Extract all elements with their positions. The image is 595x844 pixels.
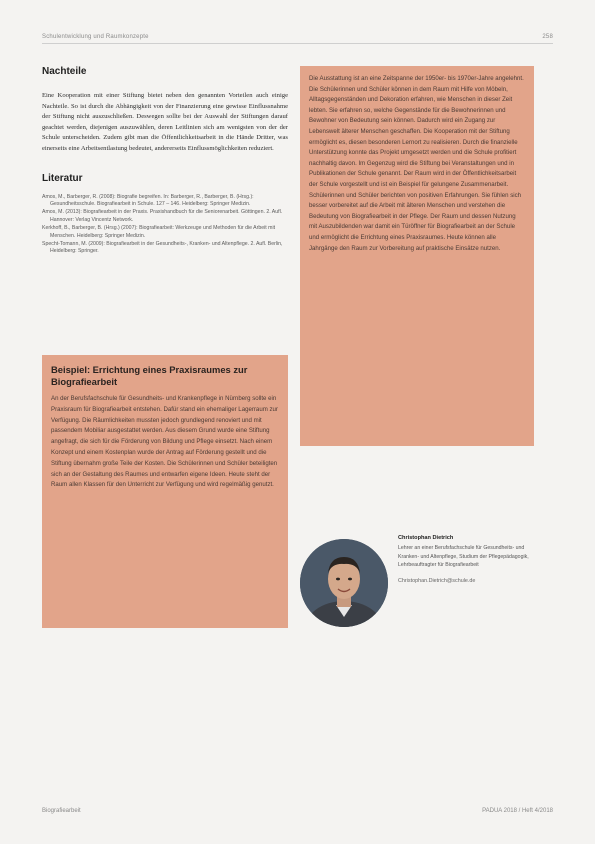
example-box-title: Beispiel: Errichtung eines Praxisraumes zur Biografiearbeit (51, 364, 248, 387)
author-info (398, 535, 536, 584)
page-number: 258 (542, 34, 553, 40)
author-portrait-icon (300, 539, 388, 627)
footer-right: PADUA 2018 / Heft 4/2018 (482, 808, 553, 814)
literatur-item: Amos, M., Barberger, R. (2008): Biografie begreifen. In: Barberger, R., Barberger, B. (Hrsg.): Gesundheitsschule. Biografiearbeit in Schule. 127 – 146. Heidelberg: Springer Medizin. (42, 193, 254, 207)
author-email[interactable]: Christophan.Dietrich@schule.de (398, 577, 476, 584)
running-head-section: Schulentwicklung und Raumkonzepte (42, 34, 149, 40)
continuation-box (300, 66, 534, 446)
literatur-heading: Literatur (42, 172, 83, 184)
running-head (42, 34, 553, 44)
author-profile (300, 535, 535, 635)
footer-left: Biografiearbeit (42, 808, 81, 814)
literatur-item: Specht-Tomann, M. (2009): Biografiearbeit in der Gesundheits-, Kranken- und Altenpflege. 2. Aufl. Berlin, Heidelberg: Springer. (42, 241, 283, 255)
literatur-item: Amos, M. (2013): Biografiearbeit in der Praxis. Praxishandbuch für die Seniorenarbeit. Göttingen. 2. Aufl. Hannover: Verlag Vincentz Network. (42, 209, 283, 223)
literatur-list (42, 194, 288, 256)
author-description: Lehrer an einer Berufsfachschule für Gesundheits- und Kranken- und Altenpflege, Studium der Pflegepädagogik, Lehrbeauftragter für Biografiearbeit (398, 545, 529, 569)
nachteile-heading: Nachteile (42, 66, 87, 77)
author-name: Christophan Dietrich (398, 535, 454, 541)
continuation-box-text: Die Ausstattung ist an eine Zeitspanne der 1950er- bis 1970er-Jahre angelehnt. Die Schülerinnen und Schüler können in dem Raum mit Hilfe von Möbeln, Alltagsgegenständen und Dekoration erfahren, wie Menschen in dieser Zeit lebten. Sie erfahren so, welche Gegenstände für die Bewohnerinnen und Bewohner von Bedeutung sein können. Dadurch wird ein Zugang zur Lebenswelt älterer Menschen geschaffen. Die Kooperation mit der Stiftung ermöglicht es, diesen besonderen Lernort zu realisieren. Durch die finanzielle Unterstützung konnte das Projekt umgesetzt werden und die Schule profitiert nachhaltig davon. Im Gegenzug wird die Stiftung bei Veranstaltungen und in Publikationen der Schule genannt. Der Raum wird in der Öffentlichkeitsarbeit der Schule vorgestellt und ist ein Beispiel für gelungene Zusammenarbeit. Schülerinnen und Schüler berichten von positiven Erfahrungen. Sie fühlen sich besser vorbereitet auf die Arbeit mit älteren Menschen und verstehen die Bedeutung von Biografiearbeit in der Pflege. Der Raum und dessen Nutzung mit Auszubildenden war damit ein Türöffner für Biografiearbeit an der Schule und ermöglicht die Errichtung eines Praxisraumes. Heute können alle Jahrgänge den Raum zur Vorbereitung auf praktische Einsätze nutzen. (309, 75, 524, 252)
nachteile-text: Eine Kooperation mit einer Stiftung bietet neben den genannten Vorteilen auch einige Nachteile. So ist durch die Abhängigkeit von der Finanzierung eine gewisse Einflussnahme der Stiftung nicht auszuschließen. Deswegen sollte bei der Auswahl der Stiftungen darauf geachtet werden, diejenigen auszuwählen, deren Leitlinien sich am wenigsten von der der Schule unterscheiden. Zudem gibt man die Öffentlichkeitsarbeit in die Hände Dritter, was einerseits eine Arbeitsentlastung bedeutet, andererseits Einflussmöglichkeiten reduziert. (42, 92, 288, 152)
example-box (42, 355, 288, 628)
example-box-text: An der Berufsfachschule für Gesundheits- und Krankenpflege in Nürnberg sollte ein Praxisraum für Biografiearbeit entstehen. Dafür stand ein ehemaliger Lagerraum zur Verfügung. Die Räumlichkeiten mussten jedoch grundlegend renoviert und mit passendem Mobiliar ausgestattet werden. Aus diesem Grund wurde eine Stiftung angefragt, die sich für die Förderung von Bildung und Pflege einsetzt. Nach einem Konzept und einem Kostenplan wurde der Antrag auf Förderung gestellt und die Stiftung übernahm große Teile der Kosten. Die Schülerinnen und Schüler beteiligten sich an der Gestaltung des Raumes und entwarfen eigene Ideen. Heute steht der Raum allen Klassen für den Unterricht zur Verfügung und wird regelmäßig genutzt. (51, 395, 278, 489)
left-column (42, 66, 288, 257)
literatur-item: Kerkhoff, B., Barberger, B. (Hrsg.) (2007): Biografiearbeit: Werkzeuge und Methoden für die Arbeit mit Menschen. Heidelberg: Springer Medizin. (42, 225, 276, 239)
author-photo (300, 539, 388, 627)
page-footer (42, 808, 553, 814)
